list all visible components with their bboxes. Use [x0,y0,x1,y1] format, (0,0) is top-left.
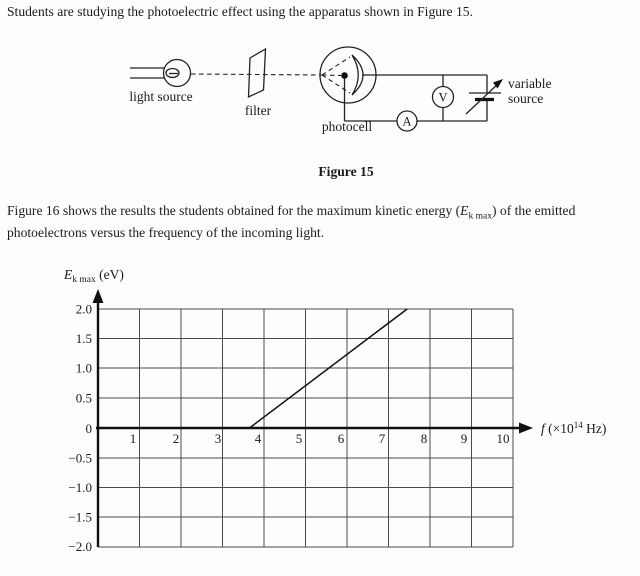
y-axis-title [63,267,124,285]
y-tick-label: −2.0 [68,539,92,554]
light-beam-dashed-line [191,74,322,75]
y-tick-label: 0 [85,421,92,436]
ammeter-letter: A [402,114,412,129]
y-tick-label: −0.5 [68,450,92,466]
anode-dot [341,72,348,79]
y-tick-label: 1.0 [75,360,92,376]
y-tick-label: 2.0 [75,301,92,317]
figure16-description-part2: ) of the emitted [491,203,576,218]
x-tick-label: 2 [172,431,180,446]
x-tick-label: 1 [129,431,137,446]
x-tick-label: 6 [337,431,345,446]
E-symbol: E [460,203,469,218]
x-tick-label: 3 [214,431,222,446]
variable-source-icon [466,79,503,114]
x-axis-title-exp: 14 [573,420,583,430]
graph-figure [0,255,640,576]
x-axis [96,423,533,434]
x-axis-title [541,420,606,436]
light-source-icon [130,60,191,87]
y-tick-label: −1.5 [68,509,92,525]
light-source-label: light source [129,89,193,104]
figure16-description-part1: Figure 16 shows the results the students obtained for the maximum kinetic energy ( [7,203,461,218]
apparatus-figure [0,35,640,153]
figure15-caption: Figure 15 [318,164,374,179]
x-tick-labels [130,431,510,446]
x-tick-label: 9 [460,431,468,446]
voltmeter-letter: V [438,90,448,105]
x-tick-label: 7 [378,431,386,446]
filter-label: filter [244,103,272,118]
filter-icon [249,49,266,97]
voltmeter-icon [433,87,454,108]
y-tick-label: 0.5 [75,390,92,406]
figure16-description-part3: photoelectrons versus the frequency of the incoming light. [7,225,325,241]
y-tick-label: 1.5 [75,331,92,346]
x-axis-title-post: Hz) [582,421,607,436]
x-tick-label: 8 [420,431,428,446]
y-tick-label: −1.0 [68,480,92,495]
y-axis [93,289,104,547]
intro-text: Students are studying the photoelectric effect using the apparatus shown in Figure 15. [7,4,473,19]
x-tick-label: 4 [254,431,262,446]
ammeter-icon [397,111,417,131]
photocell-label: photocell [321,119,373,134]
x-axis-arrowhead [519,423,533,434]
x-tick-label: 10 [496,431,510,446]
variable-source-label-line1: variable [508,76,552,91]
x-tick-label: 5 [295,431,303,446]
x-axis-title-f: f [541,421,545,436]
y-axis-arrowhead [93,289,104,303]
y-axis-title-unit: (eV) [95,267,124,282]
circuit-wires [345,75,488,121]
E-subscript: k max [468,211,492,222]
y-tick-labels [68,302,92,555]
x-axis-title-pre: (×10 [544,421,574,436]
figure16-description [7,203,629,242]
variable-source-label-line2: source [508,91,544,106]
y-axis-title-E: E [64,267,73,282]
y-axis-title-sub: k max [72,275,96,285]
